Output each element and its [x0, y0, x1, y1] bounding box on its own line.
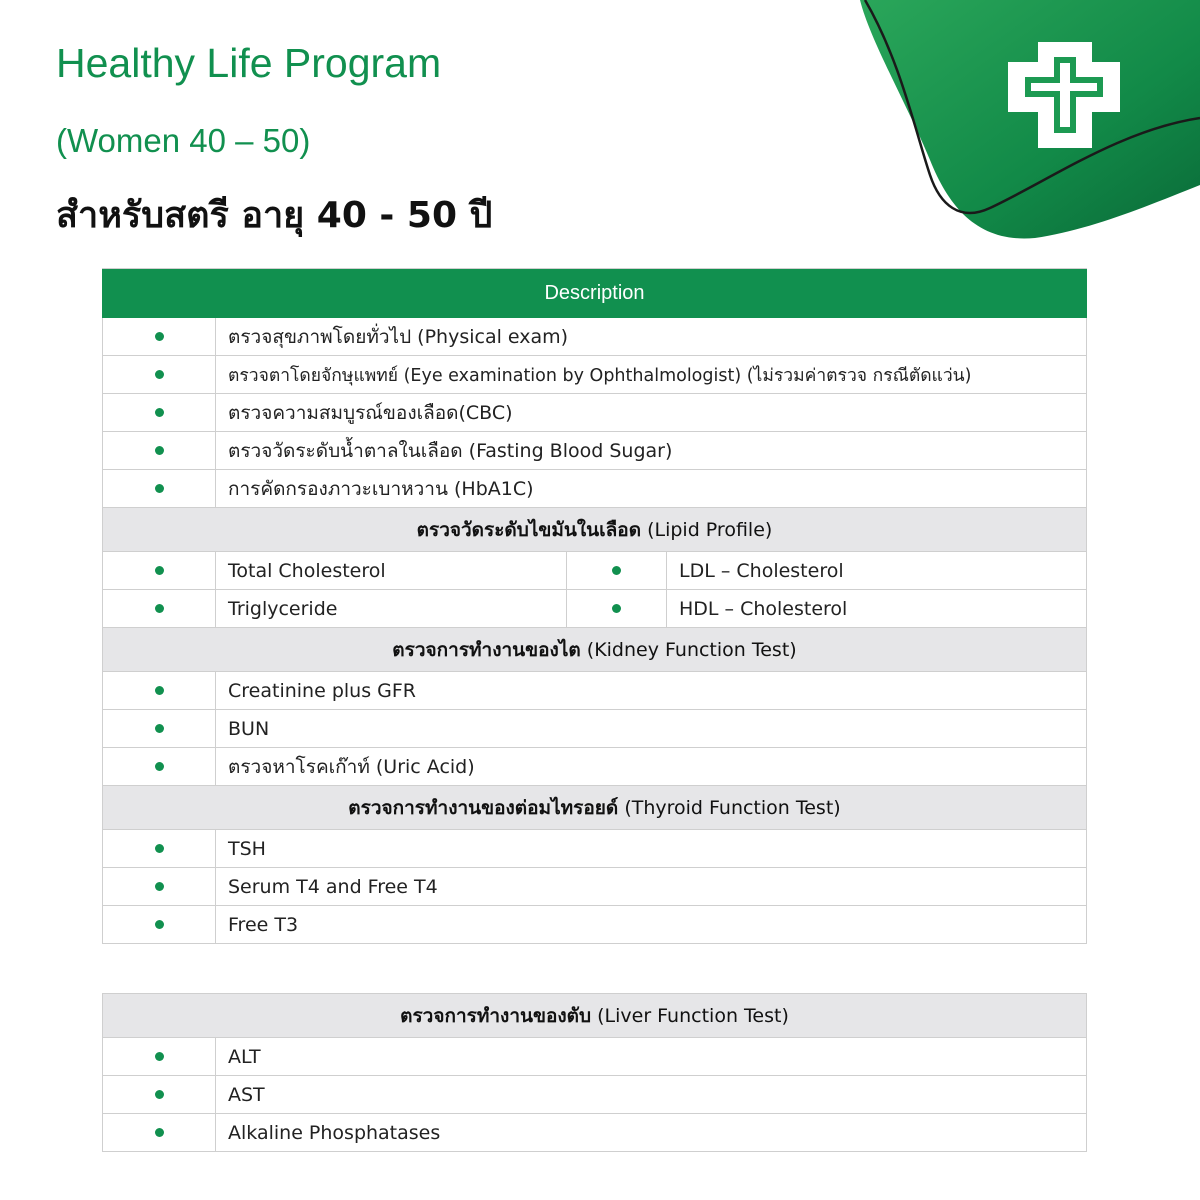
row-label: ตรวจวัดระดับน้ำตาลในเลือด (Fasting Blood Sugar): [228, 439, 673, 462]
table-row: [102, 672, 1087, 710]
row-label: ตรวจตาโดยจักษุแพทย์ (Eye examination by Ophthalmologist) (ไม่รวมค่าตรวจ กรณีตัดแว่น): [228, 365, 972, 386]
bullet-dot-icon: [155, 566, 164, 575]
bullet-dot-icon: [155, 1090, 164, 1099]
table-row: [102, 356, 1087, 394]
row-label: Serum T4 and Free T4: [228, 875, 438, 898]
table-row: [102, 830, 1087, 868]
bullet-dot-icon: [155, 762, 164, 771]
section-title-th: ตรวจวัดระดับไขมันในเลือด: [416, 518, 642, 541]
table-row: [102, 470, 1087, 508]
bullet-dot-icon: [155, 920, 164, 929]
section-title-th: ตรวจการทำงานของตับ: [400, 1004, 592, 1027]
bullet-dot-icon: [155, 604, 164, 613]
table-row: [102, 748, 1087, 786]
table-row: [102, 318, 1087, 356]
bullet-dot-icon: [155, 332, 164, 341]
section-liver-function: [102, 994, 1087, 1038]
section-title-th: ตรวจการทำงานของต่อมไทรอยด์: [348, 796, 619, 819]
bullet-dot-icon: [155, 882, 164, 891]
table-row: [102, 552, 1087, 590]
row-label: Alkaline Phosphatases: [228, 1121, 441, 1144]
table-row: [102, 1114, 1087, 1152]
table-row: [102, 710, 1087, 748]
table-row: [102, 394, 1087, 432]
bullet-dot-icon: [155, 844, 164, 853]
program-title: Healthy Life Program: [56, 40, 442, 86]
program-subtitle: (Women 40 – 50): [56, 122, 311, 159]
table-row: [102, 1076, 1087, 1114]
section-title-en: (Lipid Profile): [647, 518, 773, 541]
section-title-th: ตรวจการทำงานของไต: [392, 638, 581, 661]
bullet-dot-icon: [155, 1052, 164, 1061]
bullet-dot-icon: [612, 566, 621, 575]
row-label: HDL – Cholesterol: [679, 597, 848, 620]
row-label: ตรวจความสมบูรณ์ของเลือด(CBC): [228, 401, 513, 424]
table-header: Description: [102, 269, 1087, 318]
row-label: TSH: [228, 837, 266, 860]
section-thyroid-function: [102, 786, 1087, 830]
description-table: [102, 268, 1087, 944]
bullet-dot-icon: [612, 604, 621, 613]
row-label: ตรวจหาโรคเก๊าท์ (Uric Acid): [228, 755, 475, 778]
row-label: LDL – Cholesterol: [679, 559, 844, 582]
table-row: [102, 432, 1087, 470]
bullet-dot-icon: [155, 1128, 164, 1137]
row-label: ตรวจสุขภาพโดยทั่วไป (Physical exam): [228, 325, 569, 348]
section-kidney-function: [102, 628, 1087, 672]
section-title-en: (Thyroid Function Test): [624, 796, 841, 819]
section-title-en: (Liver Function Test): [597, 1004, 789, 1027]
bullet-dot-icon: [155, 446, 164, 455]
program-thai-title: สำหรับสตรี อายุ 40 - 50 ปี: [56, 195, 493, 236]
row-label: AST: [228, 1083, 265, 1106]
section-title-en: (Kidney Function Test): [586, 638, 797, 661]
table-row: [102, 590, 1087, 628]
bullet-dot-icon: [155, 408, 164, 417]
row-label: การคัดกรองภาวะเบาหวาน (HbA1C): [228, 477, 534, 500]
bullet-dot-icon: [155, 370, 164, 379]
liver-table: [102, 993, 1087, 1152]
row-label: Creatinine plus GFR: [228, 679, 416, 702]
row-label: Free T3: [228, 913, 299, 936]
row-label: Triglyceride: [216, 590, 567, 627]
bullet-dot-icon: [155, 686, 164, 695]
bullet-dot-icon: [155, 724, 164, 733]
table-row: [102, 868, 1087, 906]
row-label: BUN: [228, 717, 270, 740]
row-label: Total Cholesterol: [216, 552, 567, 589]
table-row: [102, 1038, 1087, 1076]
corner-logo-graphic: [850, 0, 1200, 245]
bullet-dot-icon: [155, 484, 164, 493]
row-label: ALT: [228, 1045, 261, 1068]
section-lipid-profile: [102, 508, 1087, 552]
table-row: [102, 906, 1087, 944]
